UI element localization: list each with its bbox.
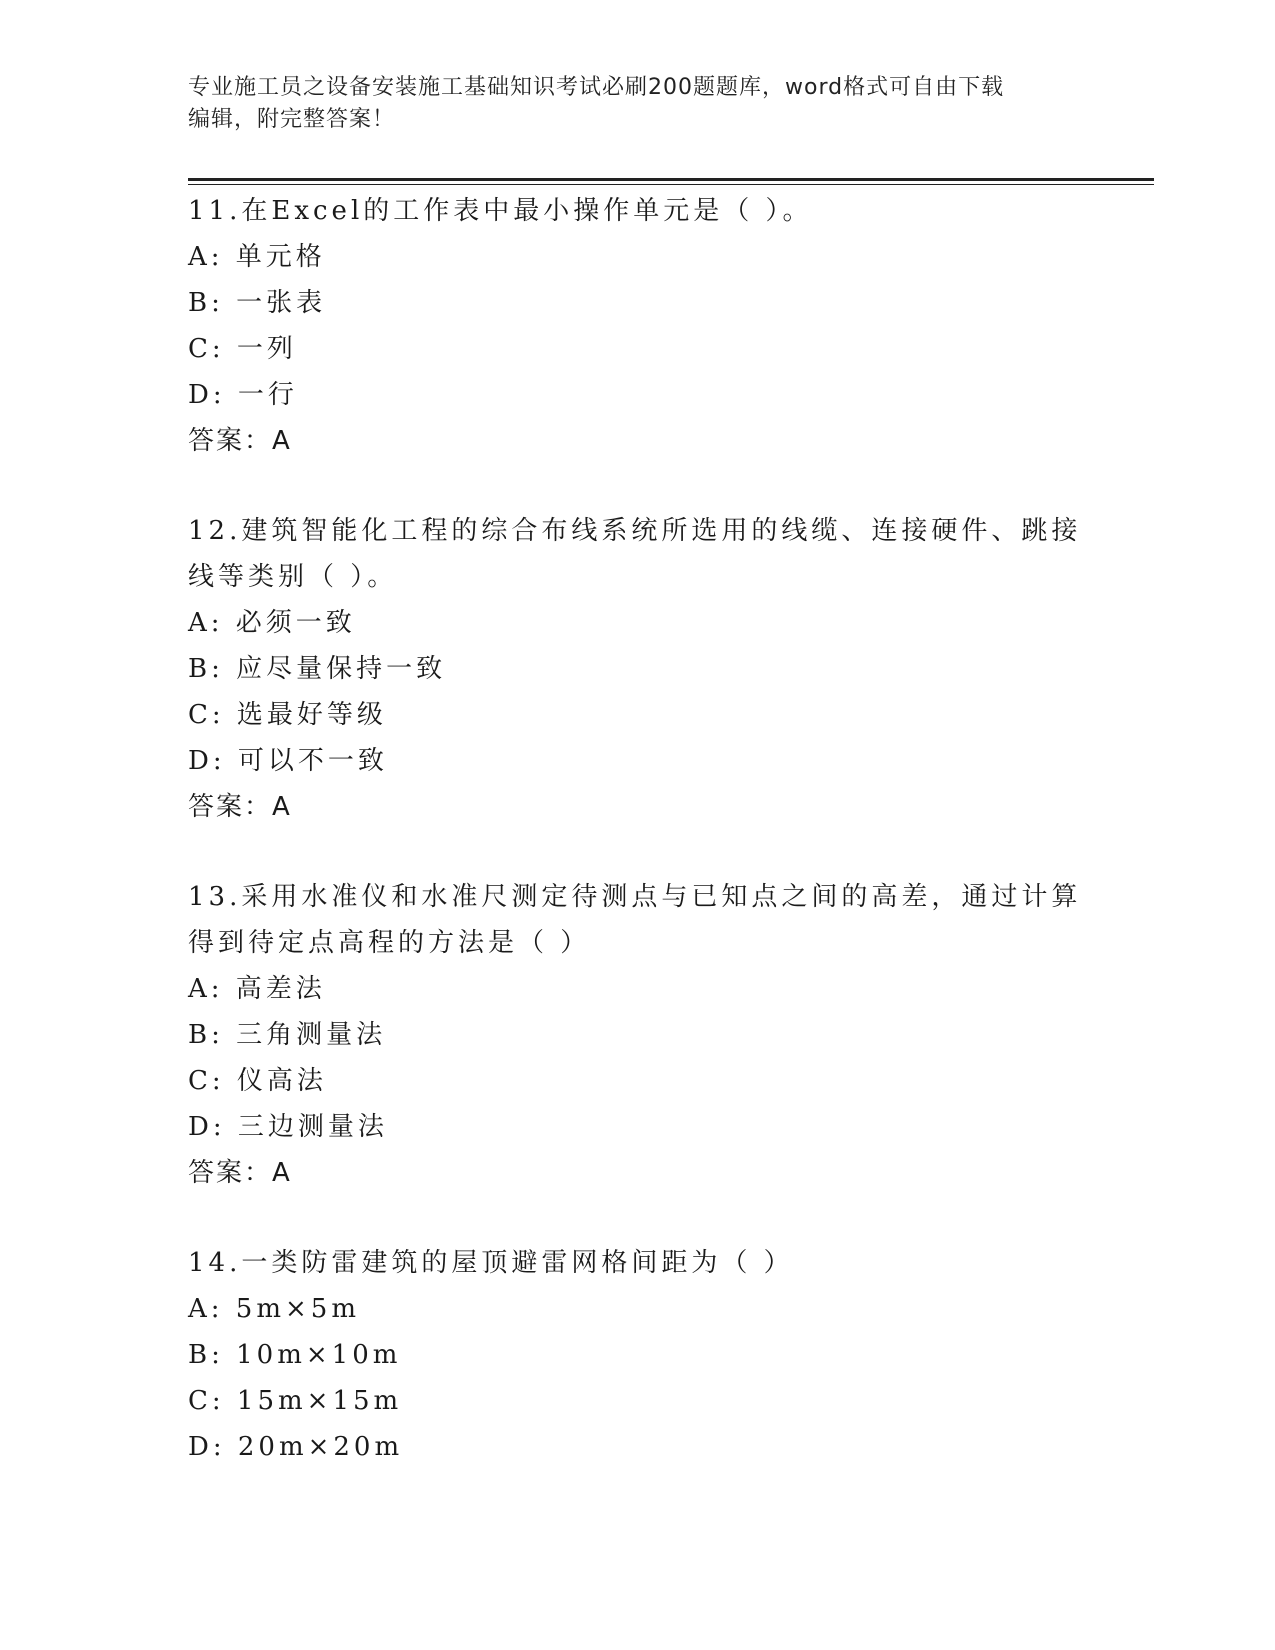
option-c: C: 一列 — [188, 334, 297, 364]
answer-label: 答案：A — [188, 792, 292, 822]
answer-label: 答案：A — [188, 1158, 292, 1188]
option-a: A: 单元格 — [188, 242, 326, 272]
option-b: B: 三角测量法 — [188, 1020, 387, 1050]
answer-label: 答案：A — [188, 426, 292, 456]
header-rule-thin — [188, 184, 1154, 185]
question-list — [188, 188, 1088, 1514]
header-line-2: 编辑，附完整答案！ — [188, 107, 396, 132]
question-stem: 14.一类防雷建筑的屋顶避雷网格间距为（ ） — [188, 1248, 794, 1278]
option-a: A: 高差法 — [188, 974, 326, 1004]
option-b: B: 10m×10m — [188, 1340, 402, 1370]
option-d: D: 一行 — [188, 380, 298, 410]
question-12 — [188, 508, 1088, 830]
option-b: B: 一张表 — [188, 288, 327, 318]
question-stem: 13.采用水准仪和水准尺测定待测点与已知点之间的高差，通过计算得到待定点高程的方法是（ ） — [188, 882, 1082, 958]
option-c: C: 选最好等级 — [188, 700, 387, 730]
option-c: C: 仪高法 — [188, 1066, 327, 1096]
question-11 — [188, 188, 1088, 464]
header-line-1: 专业施工员之设备安装施工基础知识考试必刷200题题库，word格式可自由下载 — [188, 75, 1005, 100]
option-d: D: 可以不一致 — [188, 746, 388, 776]
option-d: D: 三边测量法 — [188, 1112, 388, 1142]
question-14 — [188, 1240, 1088, 1470]
option-d: D: 20m×20m — [188, 1432, 404, 1462]
option-b: B: 应尽量保持一致 — [188, 654, 447, 684]
question-stem: 11.在Excel的工作表中最小操作单元是（ ）。 — [188, 196, 813, 226]
document-header — [188, 72, 1068, 136]
option-a: A: 必须一致 — [188, 608, 356, 638]
option-a: A: 5m×5m — [188, 1294, 360, 1324]
question-13 — [188, 874, 1088, 1196]
option-c: C: 15m×15m — [188, 1386, 403, 1416]
question-stem: 12.建筑智能化工程的综合布线系统所选用的线缆、连接硬件、跳接线等类别（ ）。 — [188, 516, 1082, 592]
header-rule-thick — [188, 178, 1154, 181]
